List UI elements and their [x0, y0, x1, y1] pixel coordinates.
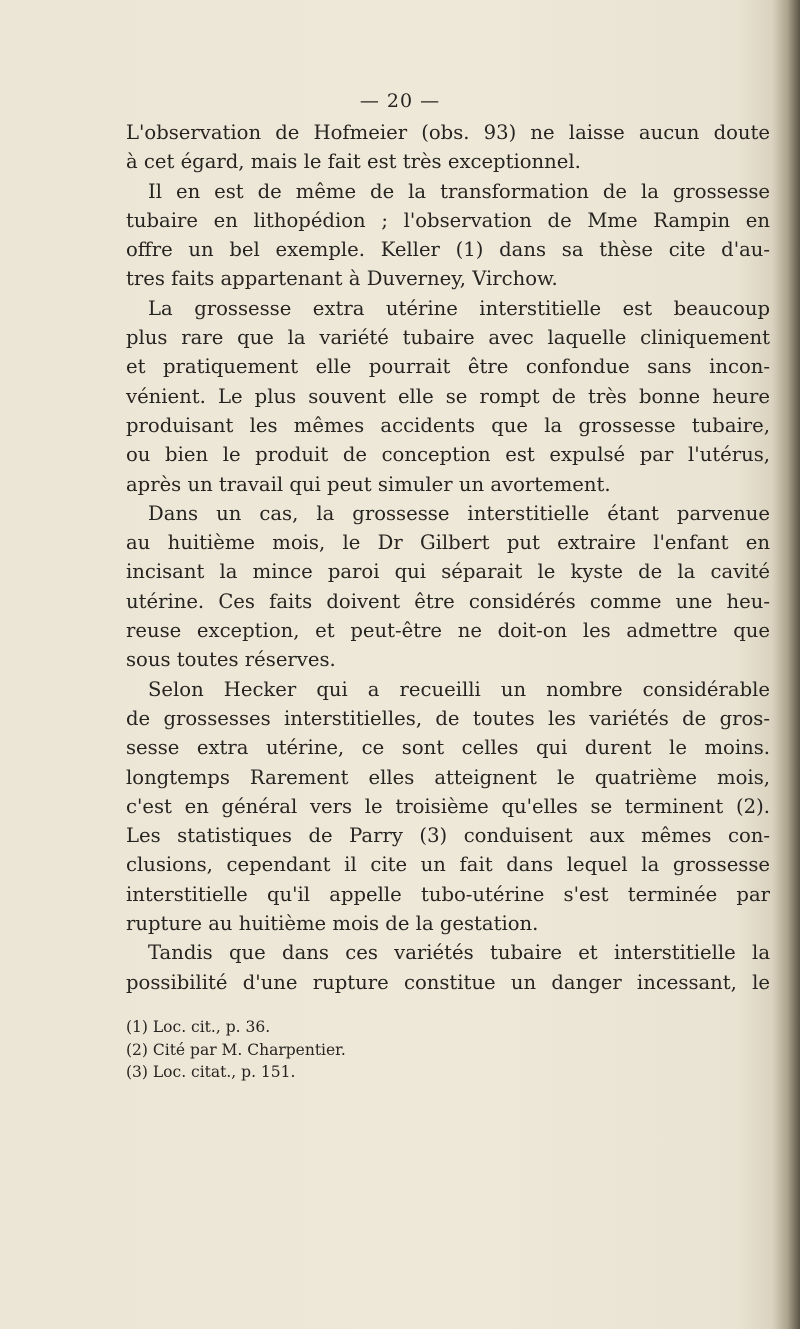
text-line: au huitième mois, le Dr Gilbert put extraire l'enfant en	[126, 531, 770, 555]
text-line: tres faits appartenant à Duverney, Virchow.	[126, 267, 558, 291]
text-line: de grossesses interstitielles, de toutes les variétés de gros-	[126, 706, 770, 730]
footnote: (3) Loc. citat., p. 151.	[126, 1063, 296, 1081]
text-line: incisant la mince paroi qui séparait le kyste de la cavité	[126, 560, 770, 584]
text-line: Les statistiques de Parry (3) conduisent aux mêmes con-	[126, 824, 770, 848]
footnotes	[126, 1016, 770, 1084]
page-number: — 20 —	[359, 90, 441, 112]
text-line: Selon Hecker qui a recueilli un nombre considérable	[148, 677, 770, 701]
footnote: (1) Loc. cit., p. 36.	[126, 1018, 271, 1036]
text-line: vénient. Le plus souvent elle se rompt de très bonne heure	[126, 384, 770, 408]
text-line: et pratiquement elle pourrait être confondue sans incon-	[126, 355, 770, 379]
text-line: reuse exception, et peut-être ne doit-on les admettre que	[126, 619, 770, 643]
text-line: ou bien le produit de conception est expulsé par l'utérus,	[126, 443, 770, 467]
text-line: rupture au huitième mois de la gestation.	[126, 912, 539, 936]
text-line: clusions, cependant il cite un fait dans lequel la grossesse	[126, 853, 770, 877]
text-line: c'est en général vers le troisième qu'elles se terminent (2).	[126, 794, 770, 818]
text-line: utérine. Ces faits doivent être considérés comme une heu-	[126, 589, 770, 613]
text-line: offre un bel exemple. Keller (1) dans sa thèse cite d'au-	[126, 238, 770, 262]
text-line: plus rare que la variété tubaire avec laquelle cliniquement	[126, 326, 770, 350]
text-line: après un travail qui peut simuler un avortement.	[126, 472, 611, 496]
text-line: sesse extra utérine, ce sont celles qui durent le moins.	[126, 736, 770, 760]
text-line: à cet égard, mais le fait est très exceptionnel.	[126, 150, 581, 174]
body-text	[126, 118, 770, 997]
text-line: produisant les mêmes accidents que la grossesse tubaire,	[126, 413, 770, 437]
text-line: La grossesse extra utérine interstitielle est beaucoup	[148, 296, 770, 320]
text-line: interstitielle qu'il appelle tubo-utérine s'est terminée par	[126, 882, 770, 906]
text-line: Tandis que dans ces variétés tubaire et interstitielle la	[148, 941, 770, 965]
text-line: Il en est de même de la transformation de la grossesse	[148, 179, 770, 203]
page-edge	[772, 0, 800, 1329]
text-line: longtemps Rarement elles atteignent le quatrième mois,	[126, 765, 770, 789]
footnote: (2) Cité par M. Charpentier.	[126, 1040, 346, 1059]
text-line: Dans un cas, la grossesse interstitielle étant parvenue	[148, 501, 770, 525]
text-line: L'observation de Hofmeier (obs. 93) ne laisse aucun doute	[126, 121, 770, 144]
text-line: possibilité d'une rupture constitue un danger incessant, le	[126, 970, 770, 994]
text-line: sous toutes réserves.	[126, 648, 336, 672]
text-line: tubaire en lithopédion ; l'observation de Mme Rampin en	[126, 208, 770, 232]
